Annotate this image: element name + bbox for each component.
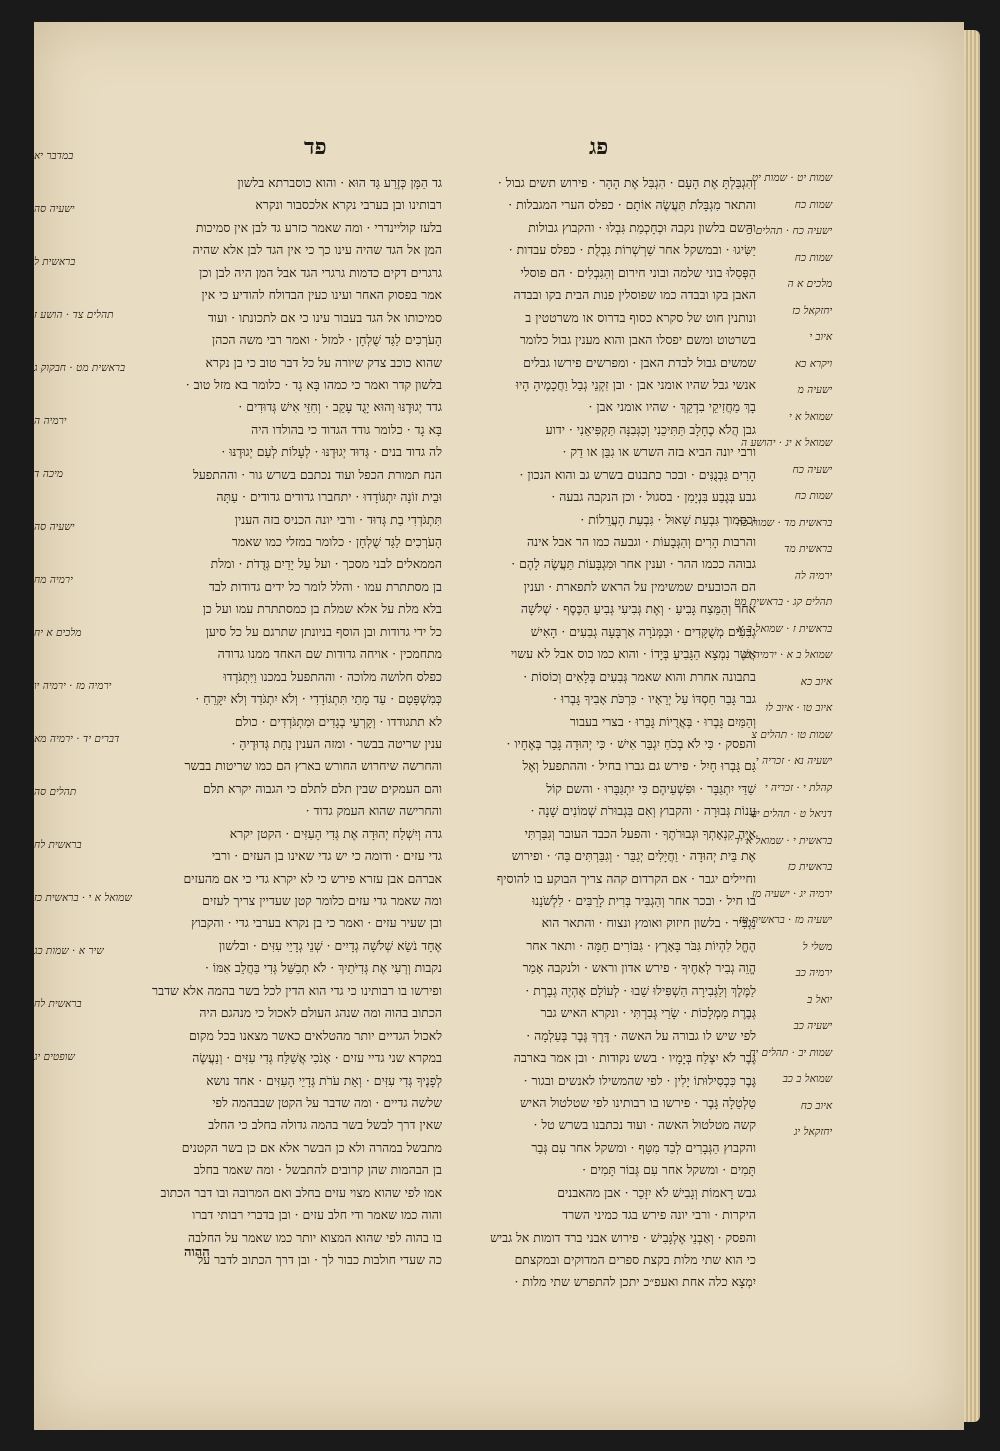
- left-column-line: הנח תמורת הכפל ועוד נכתבם בשרש גור · וההתפעל: [192, 466, 442, 482]
- left-column-line: בלעז קוליינדרי · ומה שאמר כזרע גד לבן אין סמיכות: [195, 219, 442, 235]
- right-column-line: וְהַמַּיִם גָּבְרוּ · בְּאֲרֻיוֹת גָּבֵרוּ · בצרי בעבור: [569, 713, 756, 729]
- left-column-line: גדי עזים · ודומה כי יש גדי שאינו בן העזים · ורבי: [211, 848, 442, 864]
- right-column-line: אַיֵּה קִנְאָתְךָ וּגְבוּרֹתֶךָ · והפעל הכבד העובר וְגִבַּרְתִּי: [524, 825, 756, 841]
- margin-reference: יואל ב: [807, 993, 833, 1006]
- right-column-line: אֲשֶׁר נִמְצָא הַגָּבִיעַ בְּיָדוֹ · והוא כמו כוס אבל לא עשוי: [510, 646, 756, 662]
- right-column-line: גבר גָּבַר חַסְדּוֹ עַל יְרֵאָיו · כִּרְכֹּת אָבִיךָ גָּבְרוּ ·: [553, 691, 756, 707]
- right-column-line: בשרטוט ומשם יפסלו האבן והוא מענין גבול כלומר: [519, 332, 756, 348]
- left-column-line: הכתוב בהוה ומה שנהג העולם לאכול כי מנהגם היה: [199, 1005, 442, 1021]
- right-column-line: לפי שיש לו גבורה על האשה · דֶּרֶךְ גֶּבֶר בְּעַלְמָה ·: [526, 1027, 756, 1043]
- margin-reference: תהלים סה: [34, 786, 77, 798]
- left-column-line: והוה כמו שאמר ודי חלב עזים · ובן בדברי רבותי דברו: [192, 1207, 442, 1223]
- margin-reference: ישעיה מז · בראשית טז: [738, 914, 833, 926]
- right-column-line: גְּבֶרֶת מַמְלָכוֹת · שָׂרַי גְּבִרְתִּי · ונקרא האיש גבר: [540, 1005, 756, 1021]
- left-margin-references: [34, 150, 132, 1104]
- left-column-line: וּבֵית זוֹנָה יִתְגּוֹדָדוּ · יתחברו גדודים גדודים · עַתָּה: [216, 489, 442, 505]
- folio-number-right: פג: [589, 134, 609, 160]
- margin-reference: שמות טו · תהלים צ: [751, 728, 833, 741]
- margin-reference: שיר א · שמות כג: [34, 945, 104, 957]
- left-column-line: אמו לפי שהוא מצוי עזים בחלב ואם המרובה ובו דבר הכתוב: [160, 1184, 442, 1200]
- margin-reference: דניאל ט · תהלים יב: [751, 808, 833, 820]
- left-column-line: בלא מלת על אלא שמלת בן כמסתתרת עמו ועל כן: [202, 601, 442, 617]
- right-column-line: גבן הֲלֹא כֶחָלָב תַּתִּיכֵנִי וְכַגְּבִנָּה תַּקְפִּיאֵנִי · ידוע: [545, 421, 756, 437]
- margin-reference: בראשית י · שמואל א יד: [734, 834, 833, 847]
- margin-reference: איוב טו · איוב לו: [765, 702, 833, 714]
- right-column-line: טַלְטֵלָה גָּבֶר · פירשו בו רבותינו לפי שטלטול האיש: [519, 1094, 756, 1110]
- margin-reference: שמואל ב א · ירמיה ט: [743, 649, 833, 661]
- margin-reference: בראשית לח: [34, 998, 82, 1010]
- margin-reference: ירמיה כב: [795, 967, 833, 979]
- left-column-line: נקבות וְרְעִי אֶת גְּדִיֹּתַיִךְ · לֹא תְבַשֵּׁל גְּדִי בַּחֲלֵב אִמּוֹ ·: [205, 960, 442, 976]
- margin-reference: ויקרא כא: [794, 357, 833, 370]
- right-column-line: כי הוא שתי מלות בקצת ספרים המדוקים ובמקצתם: [514, 1252, 756, 1267]
- right-column-line: גַּם גָּבְרוּ חָיִל · פירש גם גברו בחיל · וההתפעל וְאֶל: [522, 758, 756, 774]
- left-column-line: אֶחָד נֹשֵׂא שְׁלֹשָׁה גְדָיִים · שְׁנֵי גְדָיֵי עִזִּים · ובלשון: [218, 937, 442, 953]
- margin-reference: קהלת י · זכריה י: [764, 781, 833, 794]
- right-column-line: גבוהה ככמו ההר · וענין אחר וּמִגְבָּעוֹת תַּעֲשֶׂה לָהֶם ·: [511, 556, 756, 572]
- right-column-line: והפסק · וְאַבְנֵי אֶלְגָּבִישׁ · פירוש אבני ברד דומות אל גביש: [490, 1229, 756, 1245]
- left-column-line: תִּתְגֹּדְדִי בַת גְּדוּד · ורבי יונה הכניס בזה הענין: [234, 511, 442, 527]
- margin-reference: ישעיה מ: [797, 384, 833, 396]
- left-column-line: לְפָנֶיךָ גְּדִי עִזִּים · וְאֵת עֹרֹת גְּדָיֵי הָעִזִּים · אחד נושא: [206, 1072, 442, 1088]
- margin-reference: ישעיה נא · זכריה י: [755, 755, 833, 767]
- left-column-line: מתבשל במהרה ולא כן הבשר אלא אם כן בשר הקטנים: [181, 1139, 442, 1155]
- left-column-line: ענין שריטה בבשר · ומזה הענין נַחַת גְּדוּדֶיהָ ·: [231, 735, 442, 751]
- left-column-line: ובן שעיר עזים · ואמר כי בן נקרא בערבי גדי · והקבוץ: [191, 915, 442, 931]
- right-column-line: והשם בלשון נקבה וּכְחָכְמַת גִּבְלוּ · והקבוץ גבולות: [528, 219, 756, 235]
- right-column-line: הם הכובעים שמשימין על הראש לתפארת · וענין: [523, 578, 756, 594]
- right-column-line: וְהִגְבַּלְתָּ אֶת הָעָם · הִגְבִּל אֶת הָהָר · פירוש תשים גבול ·: [497, 175, 756, 190]
- right-column-line: גבש רָאמוֹת וְגָבִישׁ לֹא יִזָּכֵר · אבן מהאבנים: [557, 1184, 756, 1200]
- right-column-line: שַׁדַּי יִתְגַּבָּר · וּפִשְׁעֵיהֶם כִּי יִתְגַּבָּרוּ · והשם קוֹל: [546, 780, 756, 796]
- left-column-line: כְּמִשְׁפָּטָם · עַד מָתַי תִּתְגּוֹדָדִי · וְלֹא יִתְגֹּדַד וְלֹא יִקָּרֵחַ ·: [195, 691, 442, 707]
- right-column-line: והרבות הָרִים וְהַגְּבָעוֹת · וגבעה כמו הר אבל אינה: [526, 534, 756, 549]
- margin-reference: ירמיה ה: [34, 415, 67, 427]
- right-column-line: גֶּבֶר כִּכְסִילוּתוֹ יָלִין · לפי שהמשילו לאנשים ובגור ·: [523, 1072, 756, 1088]
- margin-reference: שמואל א י · בראשית כז: [34, 892, 132, 904]
- margin-reference: שמות יט · שמות יט: [751, 172, 833, 184]
- margin-reference: תהלים קג · בראשית מט: [734, 596, 833, 608]
- right-column-line: קשה מטלטול האשה · ועוד נכתבנו בשרש טל ·: [533, 1117, 756, 1133]
- margin-reference: ישעיה כח: [792, 463, 833, 476]
- right-column-line: וכסמוך גִּבְעַת שָׁאוּל · גִּבְעַת הָעֲרֵלוֹת ·: [580, 511, 756, 527]
- left-column-line: בן מסתתרת עמו · והלל לומר כל ידים גדודות לבד: [208, 578, 442, 594]
- margin-reference: בראשית לח: [34, 839, 82, 851]
- left-column-line: בָּא גָד · כלומר גודד הגדוד כי בהולדו היה: [251, 421, 442, 437]
- right-column-line: אנשי גבל שהיו אומני אבן · ובן זִקְנֵי גְבַל וַחֲכָמֶיהָ הָיוּ: [515, 376, 756, 392]
- left-column-line: שאין דרך לבשל בשר בהמה גדולה בחלב כי החלב: [208, 1117, 442, 1133]
- margin-reference: איוב כח: [800, 1099, 833, 1112]
- left-column-line: הממאלים לבני מסכך · ועל עַל יָדַיִם גְּדֻדֹת · ומלת: [210, 556, 442, 572]
- margin-reference: שמות כח: [794, 251, 833, 264]
- left-column-line: ומה שאמר גדי עזים כלומר קטן שעדיין צריך לעזים: [202, 893, 442, 908]
- margin-reference: בראשית ל: [34, 256, 76, 268]
- margin-reference: ירמיה לה: [794, 569, 833, 582]
- margin-reference: ירמיה מח: [34, 574, 73, 586]
- right-column-line: הַפְּסִלוּ בוני שלמה ובוני חירום וְהַגִּבְלִים · הם פוסלי: [520, 264, 756, 280]
- right-column-line: גְבִעִים מְשֻׁקָּדִים · וּבַמְּנֹרָה אַרְבָּעָה גְבִעִים · הָאִישׁ: [530, 623, 756, 639]
- left-column-line: גדד יְגוּדֶנּוּ וְהוּא יָגֻד עָקֵב · וְחִזֵּי אִישׁ גְּדוּדִים ·: [238, 399, 442, 415]
- margin-reference: שמות כח: [794, 490, 833, 502]
- margin-reference: בראשית מד: [784, 543, 833, 555]
- margin-reference: יחזקאל כז: [792, 304, 833, 317]
- left-column-line: מתחמכין · אויחה גדודות שם האחד ממנו גדודה: [217, 646, 442, 662]
- right-column-line: הָרִים גַּבְנֻנִּים · ובכר כתבנום בשרש גב והוא הנכון ·: [519, 466, 756, 482]
- left-column-line: סמיכותו אל הגד בעבור עינו כי אם לתכונתו · ועוד: [207, 309, 442, 325]
- margin-reference: דברים יד · ירמיה מא: [34, 733, 120, 745]
- margin-reference: שמואל א י: [788, 410, 833, 423]
- left-column-line: כה שעדי חולבות כבור לך · ובן דרך הכתוב לדבר על: [197, 1252, 442, 1267]
- right-column-line: ונותנין חוט של סקרא כסוף בדרוס או משרטטין ב: [525, 309, 756, 325]
- right-column-line: והקבוץ הַגְּבָרִים לְבַד מִטָּף · ומשקל אחר עִם גְּבַר: [531, 1139, 756, 1155]
- margin-reference: ירמיה מז · ירמיה יו: [34, 680, 112, 692]
- right-margin-references: [734, 172, 832, 1153]
- margin-reference: איוב י: [809, 331, 833, 343]
- left-column-line: והחרישה שהוא העמק גדוד ·: [305, 803, 442, 819]
- margin-reference: בראשית כז: [787, 861, 833, 873]
- right-column-line: בָךְ מַחֲזִיקֵי בִדְקֵךְ · שהיו אומני אבן ·: [588, 399, 756, 415]
- margin-reference: שמואל א יג · יהושע ה: [741, 437, 833, 449]
- margin-reference: ירמיה יג · ישעיה מז: [752, 887, 833, 900]
- right-column-line: גֶּבֶר לֹא יִצְלַח בְּיָמָיו · בשש נקודות · ובן אמר בארבה: [513, 1050, 756, 1066]
- margin-reference: מלכים א יח: [34, 627, 82, 639]
- left-column-line: שלשה גדיים · ומה שדבר על הקטן שבבהמה לפי: [212, 1094, 442, 1110]
- left-column-line: והם העמקים שבין תלם לתלם כי הגבוה יקרא תלם: [202, 780, 442, 796]
- right-column-line: שמשים גבול לבדת האבן · ומפרשים פירשו גבלים: [523, 354, 756, 370]
- right-column-line: הֱוֵה גְבִיר לְאַחֶיךָ · פירש אדון וראש · ולנקבה אָמַר: [522, 960, 756, 976]
- right-column-line: אחר וְהַמֵּצַח גָּבִיעַ · וְאֶת גְּבִיעִי גְּבִיעַ הַכֶּסֶף · שְׁלֹשָׁה: [520, 601, 756, 617]
- left-column-line: לה גדוד בנים · גְּדוּד יְגוּדֶנּוּ · לְעָלוֹת לְעַם יְגוּדֶנּוּ ·: [221, 444, 442, 460]
- left-column-line: אברהם אבן עזרא פירש כי לא יקרא גדי כי אם מהעזים: [183, 870, 442, 886]
- right-column-line: בתבונה אחרת והוא שאמר גְּבִעִים בְּלָאִים וְכוֹסוֹת ·: [523, 668, 756, 684]
- left-column-line: רבותינו ובן בערבי נקרא אלכסבור ונקרא: [255, 197, 442, 213]
- left-column-line: גד הַמָּן כְּזֶרַע גַּד הוּא · והוא כוסברתא בלשון: [237, 175, 442, 190]
- right-column-line: יִמְצָא כלה אחת ואעפ״כ יתכן להתפרש שתי מלות ·: [514, 1274, 756, 1290]
- left-column-line: לאכול הגדיים יותר מהטלאים כאשר מצאנו בכל מקום: [189, 1027, 442, 1043]
- right-column-line: לַמֶּלֶךְ וְלַגְּבִירָה הַשְׁפִּילוּ שֵׁבוּ · לְעוֹלָם אֶהְיֶה גְבָרֶת ·: [525, 982, 756, 998]
- margin-reference: בראשית מט · חבקוק ג: [34, 362, 126, 374]
- left-column-line: כפלס חלושה מלוכה · וההתפעל במכנו וַיִּתְגֹּדְדוּ: [223, 668, 442, 684]
- left-column-line: בן הבהמות שהן קרובים להתבשל · ומה שאמר בחלב: [193, 1162, 442, 1178]
- left-column-line: בלשון קדר ואמר כי כמהו בָּא גָד · כלומר בא מזל טוב ·: [185, 376, 442, 392]
- margin-reference: ישעיה כב: [793, 1020, 833, 1032]
- left-column-line: גרגרים דקים כדמות גרגרי הגד אבל המן היה לבן וכן: [199, 264, 442, 280]
- left-column-line: המן אל הגד שהיה עינו כך כי אין הגד לבן אלא שהיה: [192, 242, 442, 258]
- margin-reference: איוב כא: [800, 675, 833, 688]
- book-page: [34, 22, 964, 1430]
- margin-reference: ישעיה סה: [34, 521, 75, 533]
- right-column-line: האבן בקו ובבדה כמו שפוסלין פנות הבית בקו ובבדה: [513, 287, 756, 303]
- margin-reference: תהלים צד · הושע ז: [34, 309, 114, 321]
- margin-reference: שמות יב · תהלים יח: [749, 1046, 833, 1059]
- left-column-line: גדה וְיִשְׁלַח יְהוּדָה אֶת גְּדִי הָעִזִּים · הקטן יקרא: [229, 825, 442, 841]
- left-column-line: ופירשו בו רבותינו כי גדי הוא הדין לכל בשר בהמה אלא שדבר: [152, 982, 442, 998]
- right-column-line: הֶחֱל לִהְיוֹת גִּבֹּר בָּאָרֶץ · גִּבּוֹרִים חֵמָּה · ותאר אחר: [526, 937, 756, 953]
- right-column-line: והתאר מִגְבָּלֹת תַּעֲשֶׂה אוֹתָם · כפלס הערי המגבלות ·: [508, 197, 756, 213]
- left-column-line: הָעֹרְכִים לַגַּד שֻׁלְחָן · כלומר במזלי כמו שאמר: [231, 534, 442, 549]
- margin-reference: שמות כח: [794, 198, 833, 211]
- margin-reference: בראשית מד · שמות כה: [736, 516, 833, 529]
- right-column-line: גבע בְּגֶבַע בִּנְיָמִן · בסגול · וכן הנקבה גבעה ·: [551, 489, 756, 505]
- left-column-line: שהוא כוכב צדק שיורה על כל דבר טוב כי בן נקרא: [205, 354, 442, 370]
- right-column-line: אֶת בֵּית יְהוּדָה · וַחֲיָלִים יְגַבֵּר · וְגִבַּרְתִּים בַּה׳ · ופירוש: [511, 848, 756, 864]
- right-column-line: יַשִּׂיגוּ · ובמשקל אחר שַׁרְשְׁרוֹת גַּבְלֻת · כפלס עבדות ·: [508, 242, 756, 258]
- margin-reference: בראשית ז · שמואל ב א: [737, 622, 833, 635]
- right-column-line: בו חיל · ובכר אחר וְהַגְבִּיר בְּרִית לָרַבִּים · לִלְשֹׁנֵנוּ: [532, 893, 756, 908]
- right-column-line: נַגְבִּיר · בלשון חיזוק ואומץ ונצוח · והתאר הוא: [541, 915, 756, 931]
- folio-number-left: פד: [304, 134, 327, 160]
- margin-reference: מלכים א ה: [787, 278, 833, 290]
- margin-reference: שופטים יג: [34, 1051, 75, 1063]
- margin-reference: שמואל ב כב: [782, 1073, 833, 1085]
- margin-reference: ישעיה סה: [34, 203, 75, 215]
- margin-reference: יחזקאל יג: [793, 1126, 833, 1138]
- right-column-line: וחיילים יגבר · אם הקרדום קהה צריך הבוקע בו להוסיף: [496, 870, 756, 886]
- margin-reference: במדבר יא: [34, 150, 74, 162]
- right-column-line: עֲנוֹת גְּבוּרָה · והקבוץ וְאִם בִּגְבוּרֹת שְׁמוֹנִים שָׁנָה ·: [530, 803, 756, 819]
- left-column-line: הָעֹרְכִים לַגַּד שֻׁלְחָן · למזל · ואמר רבי משה הכהן: [212, 332, 442, 348]
- margin-reference: משלי ל: [802, 940, 833, 953]
- margin-reference: ישעיה כח · תהלים כ: [747, 225, 833, 237]
- right-column-line: היקרות · ורבי יונה פירש בגד כמיני השרד: [562, 1207, 756, 1223]
- right-column-line: והפסק · כִּי לֹא בְכֹחַ יִגְבַּר אִישׁ · כִּי יְהוּדָה גָּבַר בְּאֶחָיו ·: [506, 735, 756, 751]
- left-column-line: לא תתגודדו · וְקָרְעֵי בְגָדִים וּמִתְגֹּדְדִים · כולם: [234, 713, 442, 729]
- left-column-line: והחרשה שיחרוש החורש בארץ הם כמו שריטות בבשר: [184, 758, 442, 774]
- right-column-line: ורבי יונה הביא בזה השרש או גִבֵּן או דַק ·: [562, 444, 756, 460]
- margin-reference: מיכה ד: [34, 468, 64, 480]
- left-column-line: בו בהוה לפי שהוא המצוא יותר כמו שאמר על החלבה: [187, 1229, 442, 1245]
- catchword: ההוה: [184, 1245, 210, 1260]
- left-column-line: כל ידי גדודות ובן הוסף בניונתן שתרגם על כל סיען: [205, 623, 442, 639]
- left-column-line: אמר בפסוק האחר ועינו כעין הבדולח להודיע כי אין: [201, 287, 442, 303]
- right-text-column: [464, 172, 756, 1290]
- left-column-line: במקרא שני גדיי עזים · אָנֹכִי אֲשַׁלַּח גְּדִי עִזִּים · וְנַעֲשֶׂה: [192, 1050, 442, 1066]
- right-column-line: תָּמִים · ומשקל אחר עִם גְּבוֹר תָּמִים ·: [582, 1162, 756, 1178]
